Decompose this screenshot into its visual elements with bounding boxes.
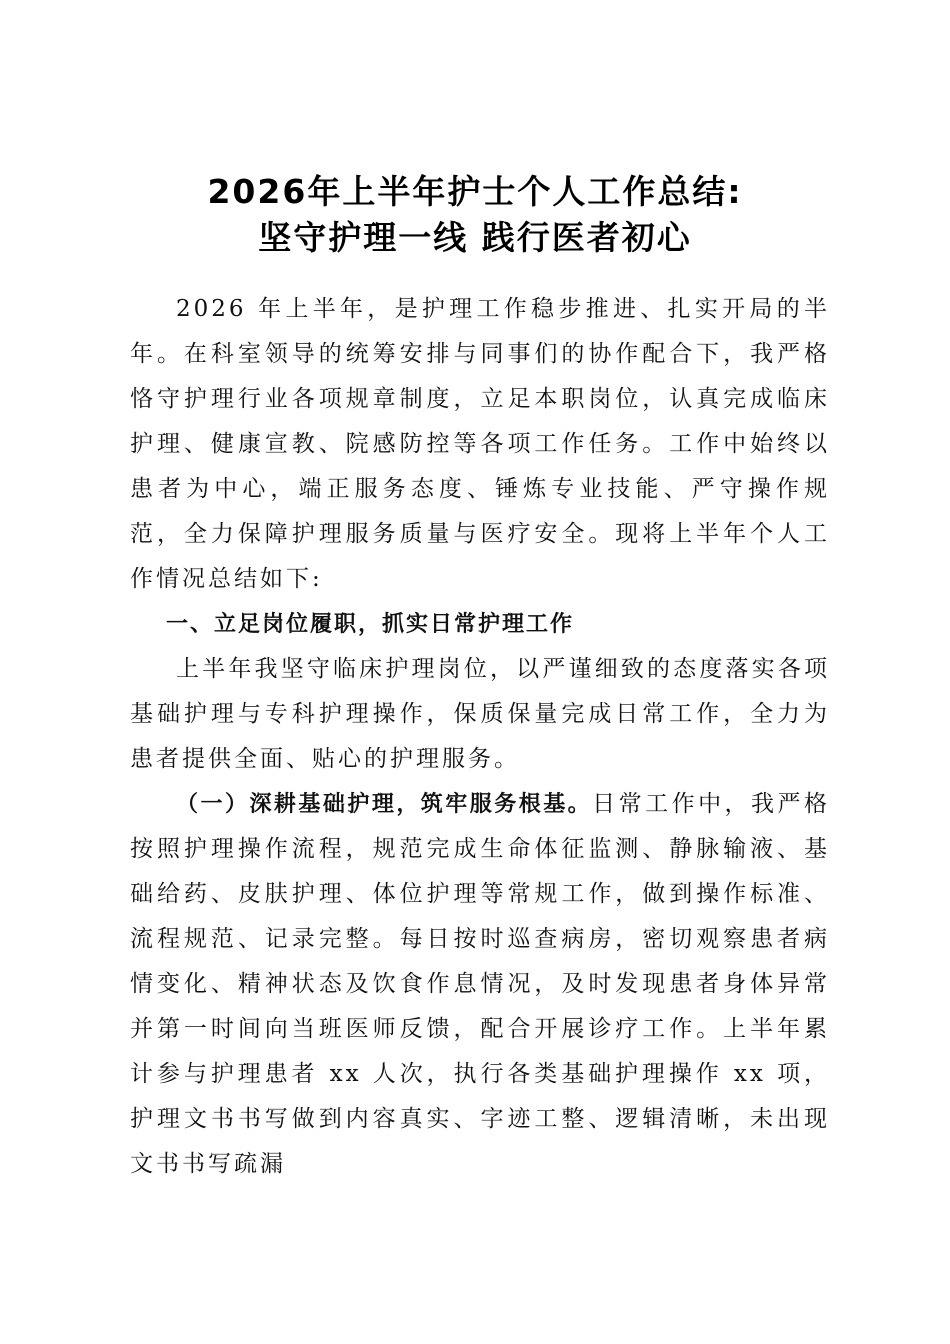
- section-1-heading: 一、立足岗位履职，抓实日常护理工作: [166, 612, 575, 637]
- document-title-line-2: 坚守护理一线 践行医者初心: [258, 218, 692, 257]
- document-body: [130, 287, 830, 1187]
- subsection-1-paragraph: [130, 782, 830, 1187]
- subsection-1-lead: （一）深耕基础护理，筑牢服务根基。: [176, 792, 593, 817]
- document-title-line-1: 2026年上半年护士个人工作总结:: [207, 172, 743, 211]
- intro-paragraph: 2026 年上半年，是护理工作稳步推进、扎实开局的半年。在科室领导的统筹安排与同事们的协作配合下，我严格恪守护理行业各项规章制度，立足本职岗位，认真完成临床护理、健康宣教、院感防控等各项工作任务。工作中始终以患者为中心，端正服务态度、锤炼专业技能、严守操作规范，全力保障护理服务质量与医疗安全。现将上半年个人工作情况总结如下:: [130, 296, 830, 592]
- subsection-1-body: 日常工作中，我严格按照护理操作流程，规范完成生命体征监测、静脉输液、基础给药、皮肤护理、体位护理等常规工作，做到操作标准、流程规范、记录完整。每日按时巡查病房，密切观察患者病情变化、精神状态及饮食作息情况，及时发现患者身体异常并第一时间向当班医师反馈，配合开展诊疗工作。上半年累计参与护理患者 xx 人次，执行各类基础护理操作 xx 项，护理文书书写做到内容真实、字迹工整、逻辑清晰，未出现文书书写疏漏: [130, 791, 830, 1177]
- section-1-intro-paragraph: 上半年我坚守临床护理岗位，以严谨细致的态度落实各项基础护理与专科护理操作，保质保量完成日常工作，全力为患者提供全面、贴心的护理服务。: [130, 656, 830, 772]
